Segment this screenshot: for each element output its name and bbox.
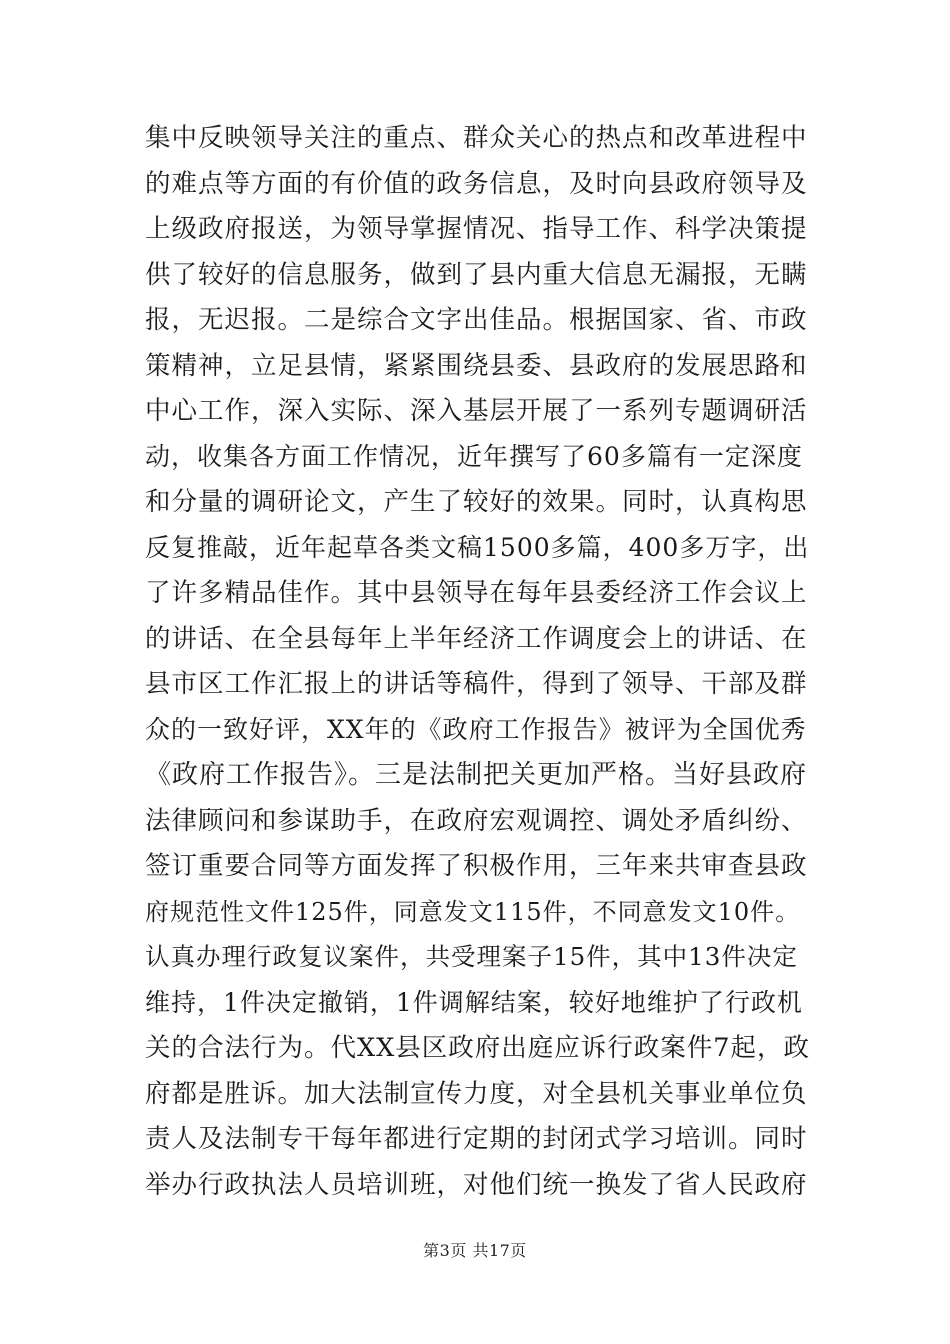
text-line: 了许多精品佳作。其中县领导在每年县委经济工作会议上 bbox=[145, 578, 808, 608]
text-line: 和分量的调研论文，产生了较好的效果。同时，认真构思 bbox=[145, 487, 808, 517]
text-line: 反复推敲，近年起草各类文稿1500多篇，400多万字，出 bbox=[145, 532, 810, 562]
text-line: 关的合法行为。代XX县区政府出庭应诉行政案件7起，政 bbox=[145, 1033, 811, 1063]
text-line: 的讲话、在全县每年上半年经济工作调度会上的讲话、在 bbox=[145, 623, 808, 654]
text-line: 府都是胜诉。加大法制宣传力度，对全县机关事业单位负 bbox=[145, 1078, 808, 1109]
text-line: 举办行政执法人员培训班，对他们统一换发了省人民政府 bbox=[145, 1169, 808, 1200]
text-line: 县市区工作汇报上的讲话等稿件，得到了领导、干部及群 bbox=[145, 669, 808, 699]
text-line: 报，无迟报。二是综合文字出佳品。根据国家、省、市政 bbox=[145, 305, 808, 335]
text-line: 供了较好的信息服务，做到了县内重大信息无漏报，无瞒 bbox=[145, 259, 808, 290]
text-line: 签订重要合同等方面发挥了积极作用，三年来共审查县政 bbox=[145, 851, 808, 881]
text-line: 维持，1件决定撤销，1件调解结案，较好地维护了行政机 bbox=[145, 987, 803, 1017]
text-line: 认真办理行政复议案件，共受理案子15件，其中13件决定 bbox=[145, 942, 798, 971]
text-line: 府规范性文件125件，同意发文115件，不同意发文10件。 bbox=[145, 897, 801, 926]
text-line: 众的一致好评，XX年的《政府工作报告》被评为全国优秀 bbox=[145, 714, 807, 744]
text-line: 法律顾问和参谋助手，在政府宏观调控、调处矛盾纠纷、 bbox=[145, 805, 808, 836]
text-line: 的难点等方面的有价值的政务信息，及时向县政府领导及 bbox=[145, 168, 808, 199]
text-line: 动，收集各方面工作情况，近年撰写了60多篇有一定深度 bbox=[145, 441, 803, 471]
text-line: 策精神，立足县情，紧紧围绕县委、县政府的发展思路和 bbox=[145, 350, 808, 381]
page-number-footer: 第3页 共17页 bbox=[423, 1241, 527, 1260]
text-line: 《政府工作报告》。三是法制把关更加严格。当好县政府 bbox=[145, 760, 808, 790]
text-line: 集中反映领导关注的重点、群众关心的热点和改革进程中 bbox=[145, 123, 808, 153]
text-line: 中心工作，深入实际、深入基层开展了一系列专题调研活 bbox=[145, 396, 808, 426]
text-line: 上级政府报送，为领导掌握情况、指导工作、科学决策提 bbox=[145, 214, 808, 244]
text-line: 责人及法制专干每年都进行定期的封闭式学习培训。同时 bbox=[145, 1124, 808, 1154]
